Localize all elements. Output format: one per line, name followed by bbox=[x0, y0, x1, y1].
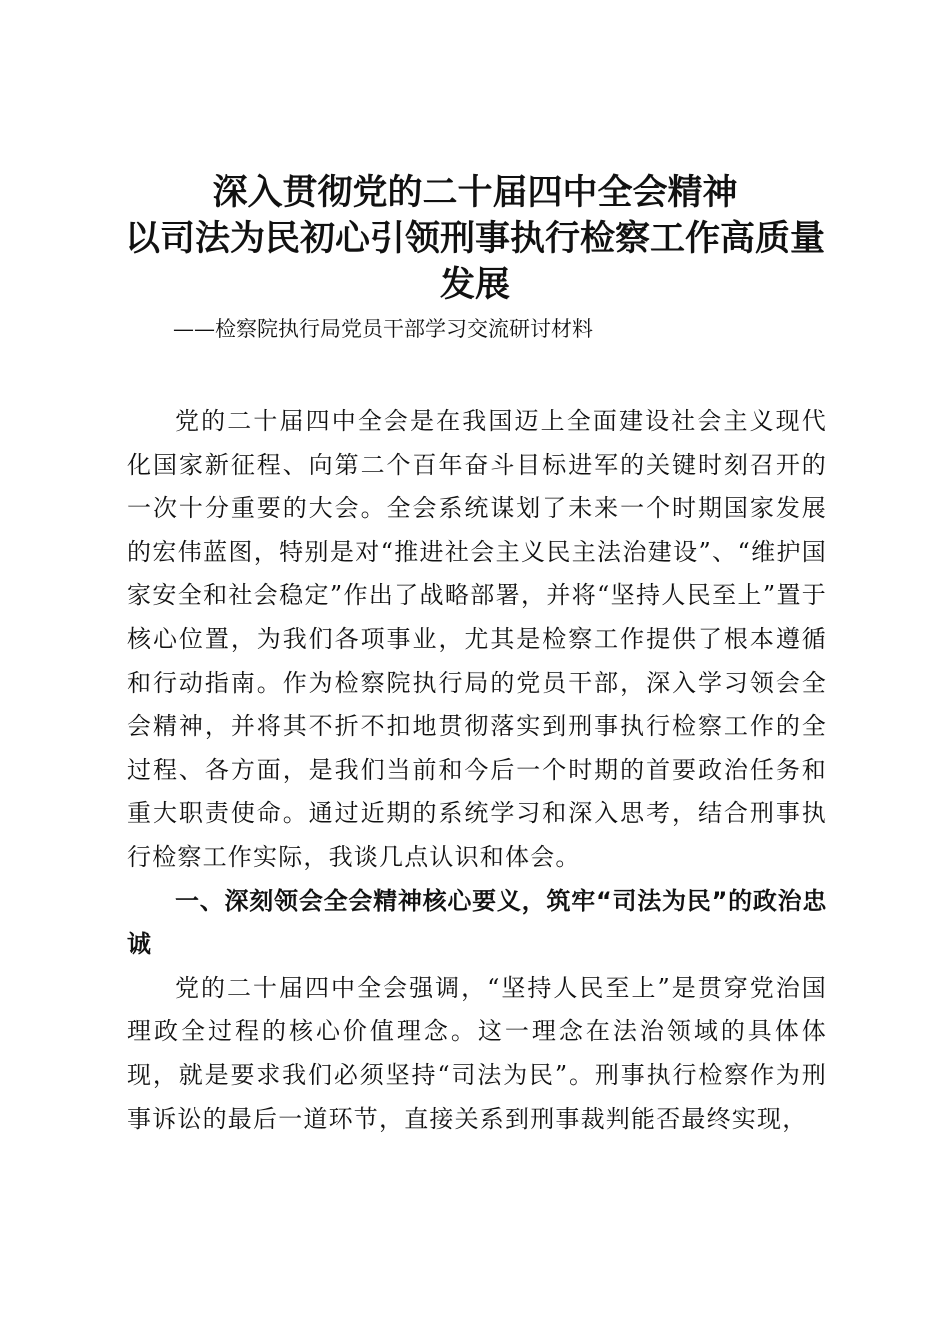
title-line-3: 发展 bbox=[439, 264, 510, 305]
section-1-heading: 一、深刻领会全会精神核心要义，筑牢“司法为民”的政治忠诚 bbox=[127, 886, 827, 959]
intro-paragraph: 党的二十届四中全会是在我国迈上全面建设社会主义现代化国家新征程、向第二个百年奋斗目标进军的关键时刻召开的一次十分重要的大会。全会系统谋划了未来一个时期国家发展的宏伟蓝图，特别是对“推进社会主义民主法治建设”、“维护国家安全和社会稳定”作出了战略部署，并将“坚持人民至上”置于核心位置，为我们各项事业，尤其是检察工作提供了根本遵循和行动指南。作为检察院执行局的党员干部，深入学习领会全会精神，并将其不折不扣地贯彻落实到刑事执行检察工作的全过程、各方面，是我们当前和今后一个时期的首要政治任务和重大职责使命。通过近期的系统学习和深入思考，结合刑事执行检察工作实际，我谈几点认识和体会。 bbox=[127, 407, 827, 871]
document-title bbox=[0, 170, 950, 308]
title-line-2: 以司法为民初心引领刑事执行检察工作高质量 bbox=[124, 218, 825, 259]
title-line-1: 深入贯彻党的二十届四中全会精神 bbox=[212, 172, 738, 213]
document-subtitle: ——检察院执行局党员干部学习交流研讨材料 bbox=[173, 317, 593, 341]
section-1-paragraph: 党的二十届四中全会强调，“坚持人民至上”是贯穿党治国理政全过程的核心价值理念。这一理念在法治领域的具体体现，就是要求我们必须坚持“司法为民”。刑事执行检察作为刑事诉讼的最后一道环节，直接关系到刑事裁判能否最终实现， bbox=[127, 973, 827, 1133]
document-body bbox=[127, 400, 827, 1141]
